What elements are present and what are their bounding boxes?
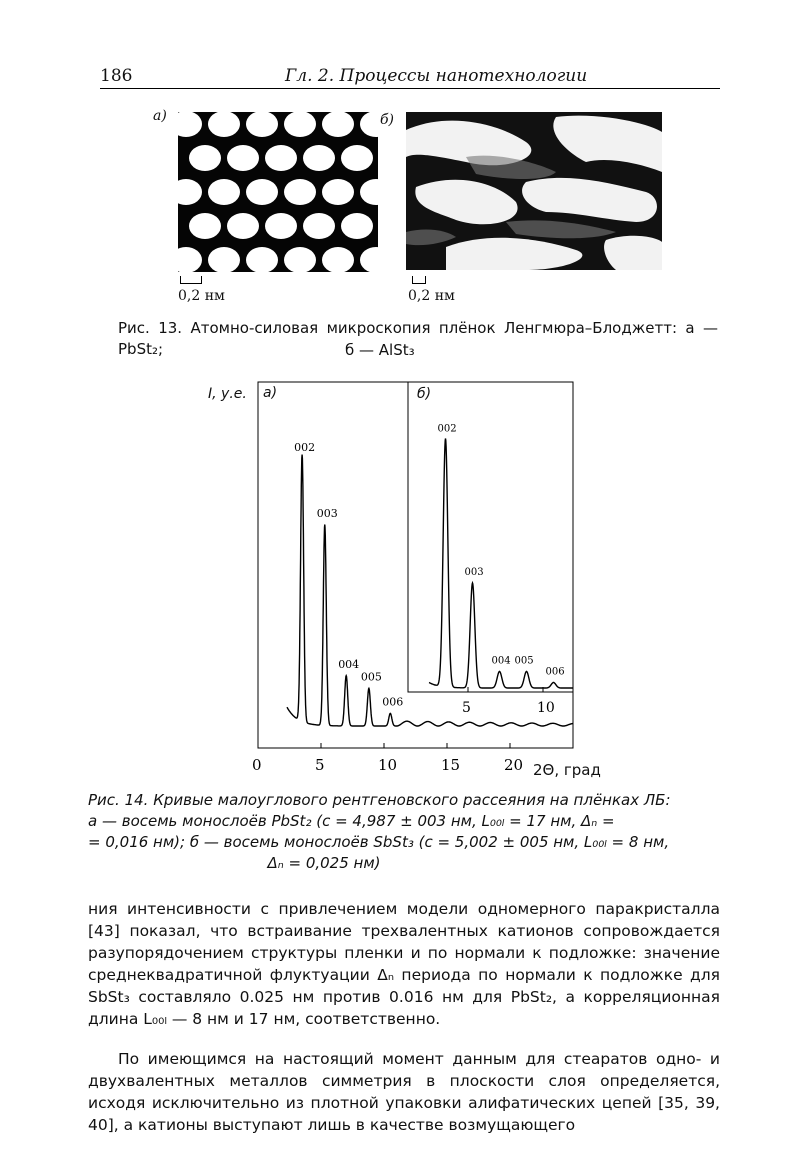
peak-label-b: 002	[437, 423, 457, 435]
chart-panel-b	[408, 382, 573, 716]
header-rule	[100, 88, 720, 89]
fig14-caption	[88, 790, 720, 874]
fig13-panel-a-label: а)	[153, 108, 167, 124]
fig14-caption-line: а — восемь монослоёв PbSt₂ (c = 4,987 ± 003 нм, L₀₀ₗ = 17 нм, Δₙ =	[88, 812, 615, 830]
fig13-caption-line2: б — AlSt₃	[345, 341, 415, 359]
peak-label-b: 005	[514, 655, 534, 667]
fig14-caption-line: = 0,016 нм); б — восемь монослоёв SbSt₃ (c = 5,002 ± 005 нм, L₀₀ₗ = 8 нм,	[88, 833, 670, 851]
peak-label-a: 006	[382, 695, 404, 709]
afm-blob	[341, 213, 373, 239]
fig14-caption-line: Рис. 14. Кривые малоуглового рентгеновского рассеяния на плёнках ЛБ:	[88, 791, 671, 809]
panel-b-frame	[408, 382, 573, 692]
afm-blob	[322, 112, 354, 137]
peak-label-b: 003	[464, 567, 484, 579]
afm-image-alst3	[406, 112, 662, 270]
afm-blob	[284, 179, 316, 205]
afm-blob	[246, 247, 278, 272]
peak-label-a: 004	[338, 657, 360, 671]
peak-label-a: 003	[316, 507, 338, 521]
afm-blob	[322, 179, 354, 205]
afm-blob	[303, 213, 335, 239]
x-tick-label-a: 10	[378, 756, 398, 774]
scale-label-a: 0,2 нм	[178, 288, 225, 304]
peak-label-a: 002	[294, 441, 316, 455]
afm-blob	[189, 145, 221, 171]
afm-blob	[246, 179, 278, 205]
afm-blob	[189, 213, 221, 239]
fig13-panel-b-label: б)	[380, 112, 395, 128]
afm-blob	[284, 112, 316, 137]
x-tick-label-a: 20	[504, 756, 524, 774]
afm-blob	[284, 247, 316, 272]
x-tick-label-a: 5	[315, 756, 325, 774]
afm-blob	[322, 247, 354, 272]
afm-blob	[227, 213, 259, 239]
fig14-panel-a-label: а)	[263, 385, 278, 401]
peak-label-b: 004	[491, 655, 511, 667]
scale-bar-b	[412, 276, 426, 284]
scale-bar-a	[180, 276, 202, 284]
fig14-chart	[228, 360, 608, 780]
scale-label-b: 0,2 нм	[408, 288, 455, 304]
afm-blob	[303, 145, 335, 171]
x-tick-label-b: 10	[537, 700, 555, 716]
afm-blob	[208, 112, 240, 137]
peak-label-a: 005	[360, 670, 382, 684]
page-number: 186	[100, 66, 133, 86]
fig14-panel-b-label: б)	[417, 386, 432, 402]
fig13-caption-line1: Рис. 13. Атомно-силовая микроскопия плёнок Ленгмюра–Блоджетт: а — PbSt₂;	[118, 319, 718, 358]
afm-blob	[265, 213, 297, 239]
body-paragraph-2: По имеющимся на настоящий момент данным для стеаратов одно- и двухвалентных металлов симметрия в плоскости слоя определяется, исходя исключительно из плотной упаковки алифатических цепей [35, 39, 40], а катионы выступают лишь в качестве возмущающего	[88, 1050, 720, 1134]
fig14-caption-line: Δₙ = 0,025 нм)	[267, 854, 381, 872]
afm-image-pbst2	[178, 112, 378, 272]
afm-blob	[208, 247, 240, 272]
fig14-y-label: I, у.е.	[208, 386, 247, 402]
x-tick-label-b: 5	[462, 700, 471, 716]
fig14-x-unit: 2Θ, град	[533, 761, 601, 779]
peak-label-b: 006	[545, 666, 565, 678]
afm-blob	[246, 112, 278, 137]
running-header: Гл. 2. Процессы нанотехнологии	[285, 66, 588, 86]
x-tick-label-a: 0	[252, 756, 262, 774]
afm-blob	[341, 145, 373, 171]
afm-blob	[227, 145, 259, 171]
x-tick-label-a: 15	[441, 756, 461, 774]
body-paragraph-1: ния интенсивности с привлечением модели одномерного паракристалла [43] показал, что встраивание трехвалентных катионов сопровождается разупорядочением структуры пленки и по нормали к подложке: значение среднеквадратичной флуктуации Δₙ периода по нормали к подложке для SbSt₃ составляло 0.025 нм против 0.016 нм для PbSt₂, а корреляционная длина L₀₀ₗ — 8 нм и 17 нм, соответственно.	[88, 900, 720, 1028]
afm-blob	[208, 179, 240, 205]
afm-blob	[265, 145, 297, 171]
